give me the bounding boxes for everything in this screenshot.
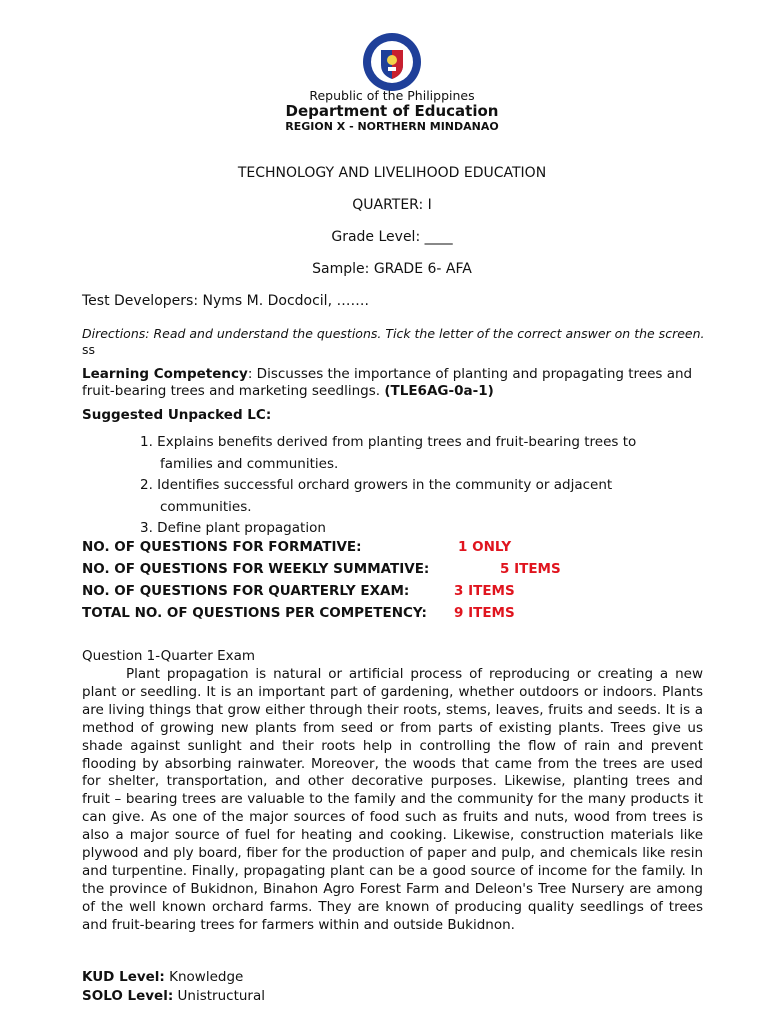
list-item-line: 3. Define plant propagation [140,520,326,536]
question-heading: Question 1-Quarter Exam [82,648,256,664]
department-name: Department of Education [285,102,499,120]
total-count-label: TOTAL NO. OF QUESTIONS PER COMPETENCY: [82,605,427,621]
weekly-summative-count-label: NO. OF QUESTIONS FOR WEEKLY SUMMATIVE: [82,561,430,577]
region-name: REGION X - NORTHERN MINDANAO [285,120,499,133]
list-item-line: families and communities. [160,455,339,472]
test-developers: Test Developers: Nyms M. Docdocil, ……. [82,293,369,309]
kud-level-label: KUD Level: [82,969,165,985]
sample-label: Sample: GRADE 6- AFA [312,261,472,277]
learning-competency [82,366,712,400]
solo-level [82,988,265,1004]
list-item-line: 2. Identifies successful orchard growers in the community or adjacent [140,477,613,493]
country-name: Republic of the Philippines [309,88,475,103]
subject-title: TECHNOLOGY AND LIVELIHOOD EDUCATION [237,165,547,181]
list-item [140,518,700,540]
total-count-value: 9 ITEMS [454,605,515,621]
solo-level-value: Unistructural [173,988,266,1004]
question-passage: Plant propagation is natural or artificial process of reproducing or creating a new plant or seedling. It is an important part of gardening, whether outdoors or indoors. Plants are living things that grow either through their roots, stems, leaves, fruits and seeds. It is a method of growing new plants from seed or from parts of existing plants. Trees give us shade against sunlight and their roots help in controlling the flow of rain and prevent flooding by absorbing rainwater. Moreover, the woods that came from the trees are used for shelter, transportation, and other decorative purposes. Likewise, planting trees and fruit – bearing trees are valuable to the family and the community for the many products it can give. As one of the major sources of food such as fruits and nuts, wood from trees is also a major source of fuel for heating and cooking. Likewise, construction materials like plywood and ply board, fiber for the production of paper and pulp, and chemicals like resin and turpentine. Finally, propagating plant can be a good source of income for the family. In the province of Bukidnon, Binahon Agro Forest Farm and Deleon's Tree Nursery are among of the well known orchard farms. They are known of producing quality seedlings of trees and fruit-bearing trees for farmers within and outside Bukidnon. [82,666,703,933]
learning-competency-text: : Discusses the importance of planting and propagating trees and fruit-bearing trees and marketing seedlings. [82,366,693,399]
directions-text: Directions: Read and understand the questions. Tick the letter of the correct answer on the screen. [82,326,705,341]
formative-count-label: NO. OF QUESTIONS FOR FORMATIVE: [82,539,362,555]
kud-level-value: Knowledge [164,969,244,985]
list-item-line: communities. [160,498,252,515]
solo-level-label: SOLO Level: [82,988,174,1004]
list-item [140,475,700,518]
quarterly-exam-count-label: NO. OF QUESTIONS FOR QUARTERLY EXAM: [82,583,410,599]
stray-text: ss [82,342,96,357]
grade-level-label: Grade Level: ____ [331,229,453,245]
quarter-label: QUARTER: I [352,197,432,213]
deped-seal-logo [362,32,422,92]
formative-count-value: 1 ONLY [458,539,512,555]
list-item-line: 1. Explains benefits derived from planting trees and fruit-bearing trees to [140,434,637,450]
learning-competency-code: (TLE6AG-0a-1) [384,383,494,399]
list-item [140,432,700,475]
kud-level [82,969,243,985]
unpacked-lc-heading: Suggested Unpacked LC: [82,407,272,423]
learning-competency-label: Learning Competency [82,366,248,382]
unpacked-lc-list [140,432,700,540]
quarterly-exam-count-value: 3 ITEMS [454,583,515,599]
weekly-summative-count-value: 5 ITEMS [500,561,561,577]
